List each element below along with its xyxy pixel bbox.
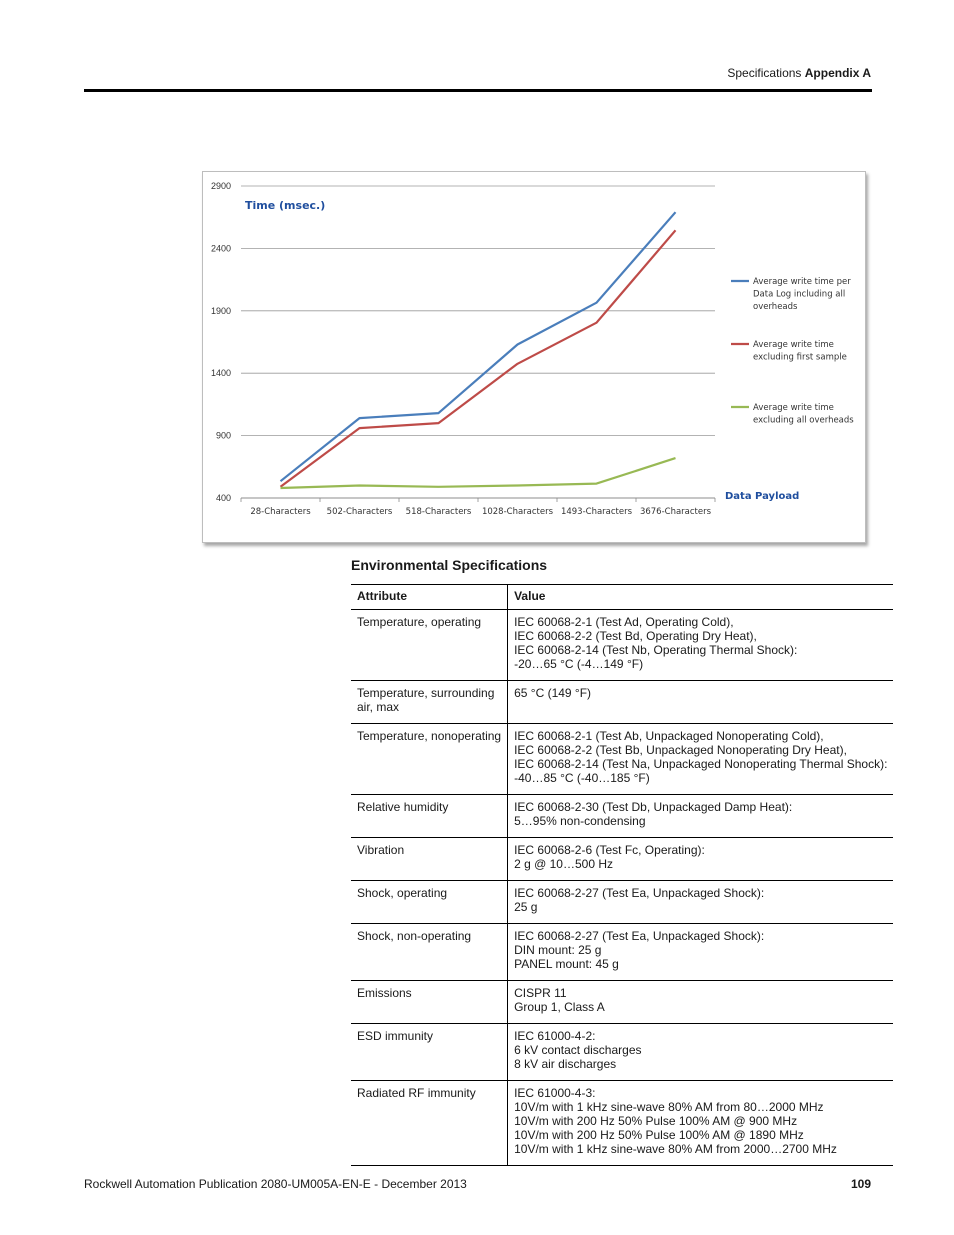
attribute-cell <box>351 924 508 981</box>
value-line: 25 g <box>514 900 538 914</box>
column-header-value: Value <box>508 585 894 610</box>
value-line: IEC 60068-2-1 (Test Ab, Unpackaged Nonoperating Cold), <box>514 729 824 743</box>
header-rule <box>84 89 872 92</box>
attribute-cell <box>351 681 508 724</box>
y-tick-label: 2900 <box>210 181 231 191</box>
value-cell <box>508 924 894 981</box>
value-cell <box>508 724 894 795</box>
value-cell <box>508 838 894 881</box>
value-line: 10V/m with 200 Hz 50% Pulse 100% AM @ 1890 MHz <box>514 1128 804 1142</box>
value-cell <box>508 610 894 681</box>
section-title: Environmental Specifications <box>351 557 548 573</box>
column-header-attribute: Attribute <box>351 585 508 610</box>
attribute-cell <box>351 838 508 881</box>
table-row <box>351 1024 893 1081</box>
legend-label: overheads <box>753 302 798 312</box>
value-line: 2 g @ 10…500 Hz <box>514 857 613 871</box>
value-line: IEC 60068-2-30 (Test Db, Unpackaged Damp Heat): <box>514 800 793 814</box>
value-line: IEC 60068-2-1 (Test Ad, Operating Cold), <box>514 615 734 629</box>
value-line: IEC 60068-2-27 (Test Ea, Unpackaged Shock): <box>514 886 765 900</box>
x-tick-label: 28-Characters <box>250 507 311 517</box>
header-appendix: Appendix A <box>804 66 871 80</box>
value-line: 10V/m with 1 kHz sine-wave 80% AM from 2000…2700 MHz <box>514 1142 837 1156</box>
value-line: -40…85 °C (-40…185 °F) <box>514 771 650 785</box>
value-line: -20…65 °C (-4…149 °F) <box>514 657 644 671</box>
table-row <box>351 724 893 795</box>
attribute-line: Shock, non-operating <box>357 929 472 943</box>
table-row <box>351 610 893 681</box>
y-tick-label: 1900 <box>210 305 231 316</box>
attribute-line: Temperature, nonoperating <box>357 729 502 743</box>
value-cell <box>508 881 894 924</box>
x-tick-label: 518-Characters <box>405 507 472 517</box>
attribute-line: Temperature, surrounding <box>357 686 495 700</box>
environmental-specs-table <box>351 584 893 1166</box>
x-tick-label: 502-Characters <box>326 507 393 517</box>
value-line: IEC 60068-2-27 (Test Ea, Unpackaged Shock): <box>514 929 765 943</box>
attribute-line: Temperature, operating <box>357 615 482 629</box>
value-line: 8 kV air discharges <box>514 1057 617 1071</box>
value-line: IEC 61000-4-2: <box>514 1029 596 1043</box>
x-tick-label: 1028-Characters <box>481 507 554 517</box>
series-line <box>281 230 676 487</box>
value-line: 65 °C (149 °F) <box>514 686 592 700</box>
value-cell <box>508 795 894 838</box>
table-row <box>351 881 893 924</box>
legend-label: Average write time <box>753 340 834 350</box>
value-line: 6 kV contact discharges <box>514 1043 642 1057</box>
value-line: IEC 60068-2-2 (Test Bd, Operating Dry Heat), <box>514 629 757 643</box>
value-line: 5…95% non-condensing <box>514 814 646 828</box>
value-line: PANEL mount: 45 g <box>514 957 619 971</box>
attribute-cell <box>351 610 508 681</box>
value-line: IEC 60068-2-14 (Test Na, Unpackaged Nonoperating Thermal Shock): <box>514 757 888 771</box>
footer-publication: Rockwell Automation Publication 2080-UM005A-EN-E - December 2013 <box>84 1177 467 1191</box>
attribute-line: air, max <box>357 700 400 714</box>
value-cell <box>508 1081 894 1166</box>
value-line: IEC 60068-2-2 (Test Bb, Unpackaged Nonoperating Dry Heat), <box>514 743 847 757</box>
attribute-cell <box>351 1081 508 1166</box>
table-row <box>351 795 893 838</box>
x-tick-label: 3676-Characters <box>639 507 712 517</box>
running-header <box>727 66 871 80</box>
attribute-line: ESD immunity <box>357 1029 434 1043</box>
page-number: 109 <box>850 1177 871 1191</box>
attribute-cell <box>351 795 508 838</box>
value-line: Group 1, Class A <box>514 1000 605 1014</box>
legend-label: Average write time per <box>753 277 851 287</box>
table-row <box>351 924 893 981</box>
value-line: 10V/m with 200 Hz 50% Pulse 100% AM @ 900 MHz <box>514 1114 798 1128</box>
table-row <box>351 838 893 881</box>
value-line: DIN mount: 25 g <box>514 943 602 957</box>
value-cell <box>508 981 894 1024</box>
attribute-line: Shock, operating <box>357 886 448 900</box>
table-header-row <box>351 585 893 610</box>
series-line <box>281 458 676 488</box>
legend-label: excluding first sample <box>753 352 847 363</box>
value-cell <box>508 681 894 724</box>
y-tick-label: 900 <box>215 430 231 441</box>
attribute-line: Vibration <box>357 843 405 857</box>
y-axis-title: Time (msec.) <box>245 199 326 212</box>
legend-label: Average write time <box>753 403 834 413</box>
y-tick-label: 2400 <box>210 243 231 254</box>
attribute-line: Emissions <box>357 986 412 1000</box>
attribute-cell <box>351 881 508 924</box>
series-line <box>281 212 676 481</box>
table-row <box>351 681 893 724</box>
table-row <box>351 981 893 1024</box>
x-tick-label: 1493-Characters <box>560 507 633 517</box>
attribute-line: Relative humidity <box>357 800 449 814</box>
attribute-cell <box>351 981 508 1024</box>
value-line: CISPR 11 <box>514 986 567 1000</box>
attribute-line: Radiated RF immunity <box>357 1086 476 1100</box>
table-row <box>351 1081 893 1166</box>
value-cell <box>508 1024 894 1081</box>
y-tick-label: 400 <box>215 493 231 503</box>
value-line: IEC 60068-2-14 (Test Nb, Operating Thermal Shock): <box>514 643 798 657</box>
value-line: IEC 60068-2-6 (Test Fc, Operating): <box>514 843 705 857</box>
value-line: IEC 61000-4-3: <box>514 1086 596 1100</box>
value-line: 10V/m with 1 kHz sine-wave 80% AM from 80…2000 MHz <box>514 1100 824 1114</box>
table-body <box>351 610 893 1166</box>
y-tick-label: 1400 <box>210 368 231 379</box>
header-section: Specifications <box>727 66 802 80</box>
chart-frame <box>202 171 866 543</box>
legend-label: Data Log including all <box>753 289 846 300</box>
x-axis-title: Data Payload <box>725 491 800 502</box>
legend-label: excluding all overheads <box>753 415 854 426</box>
attribute-cell <box>351 1024 508 1081</box>
line-chart <box>203 172 865 542</box>
attribute-cell <box>351 724 508 795</box>
